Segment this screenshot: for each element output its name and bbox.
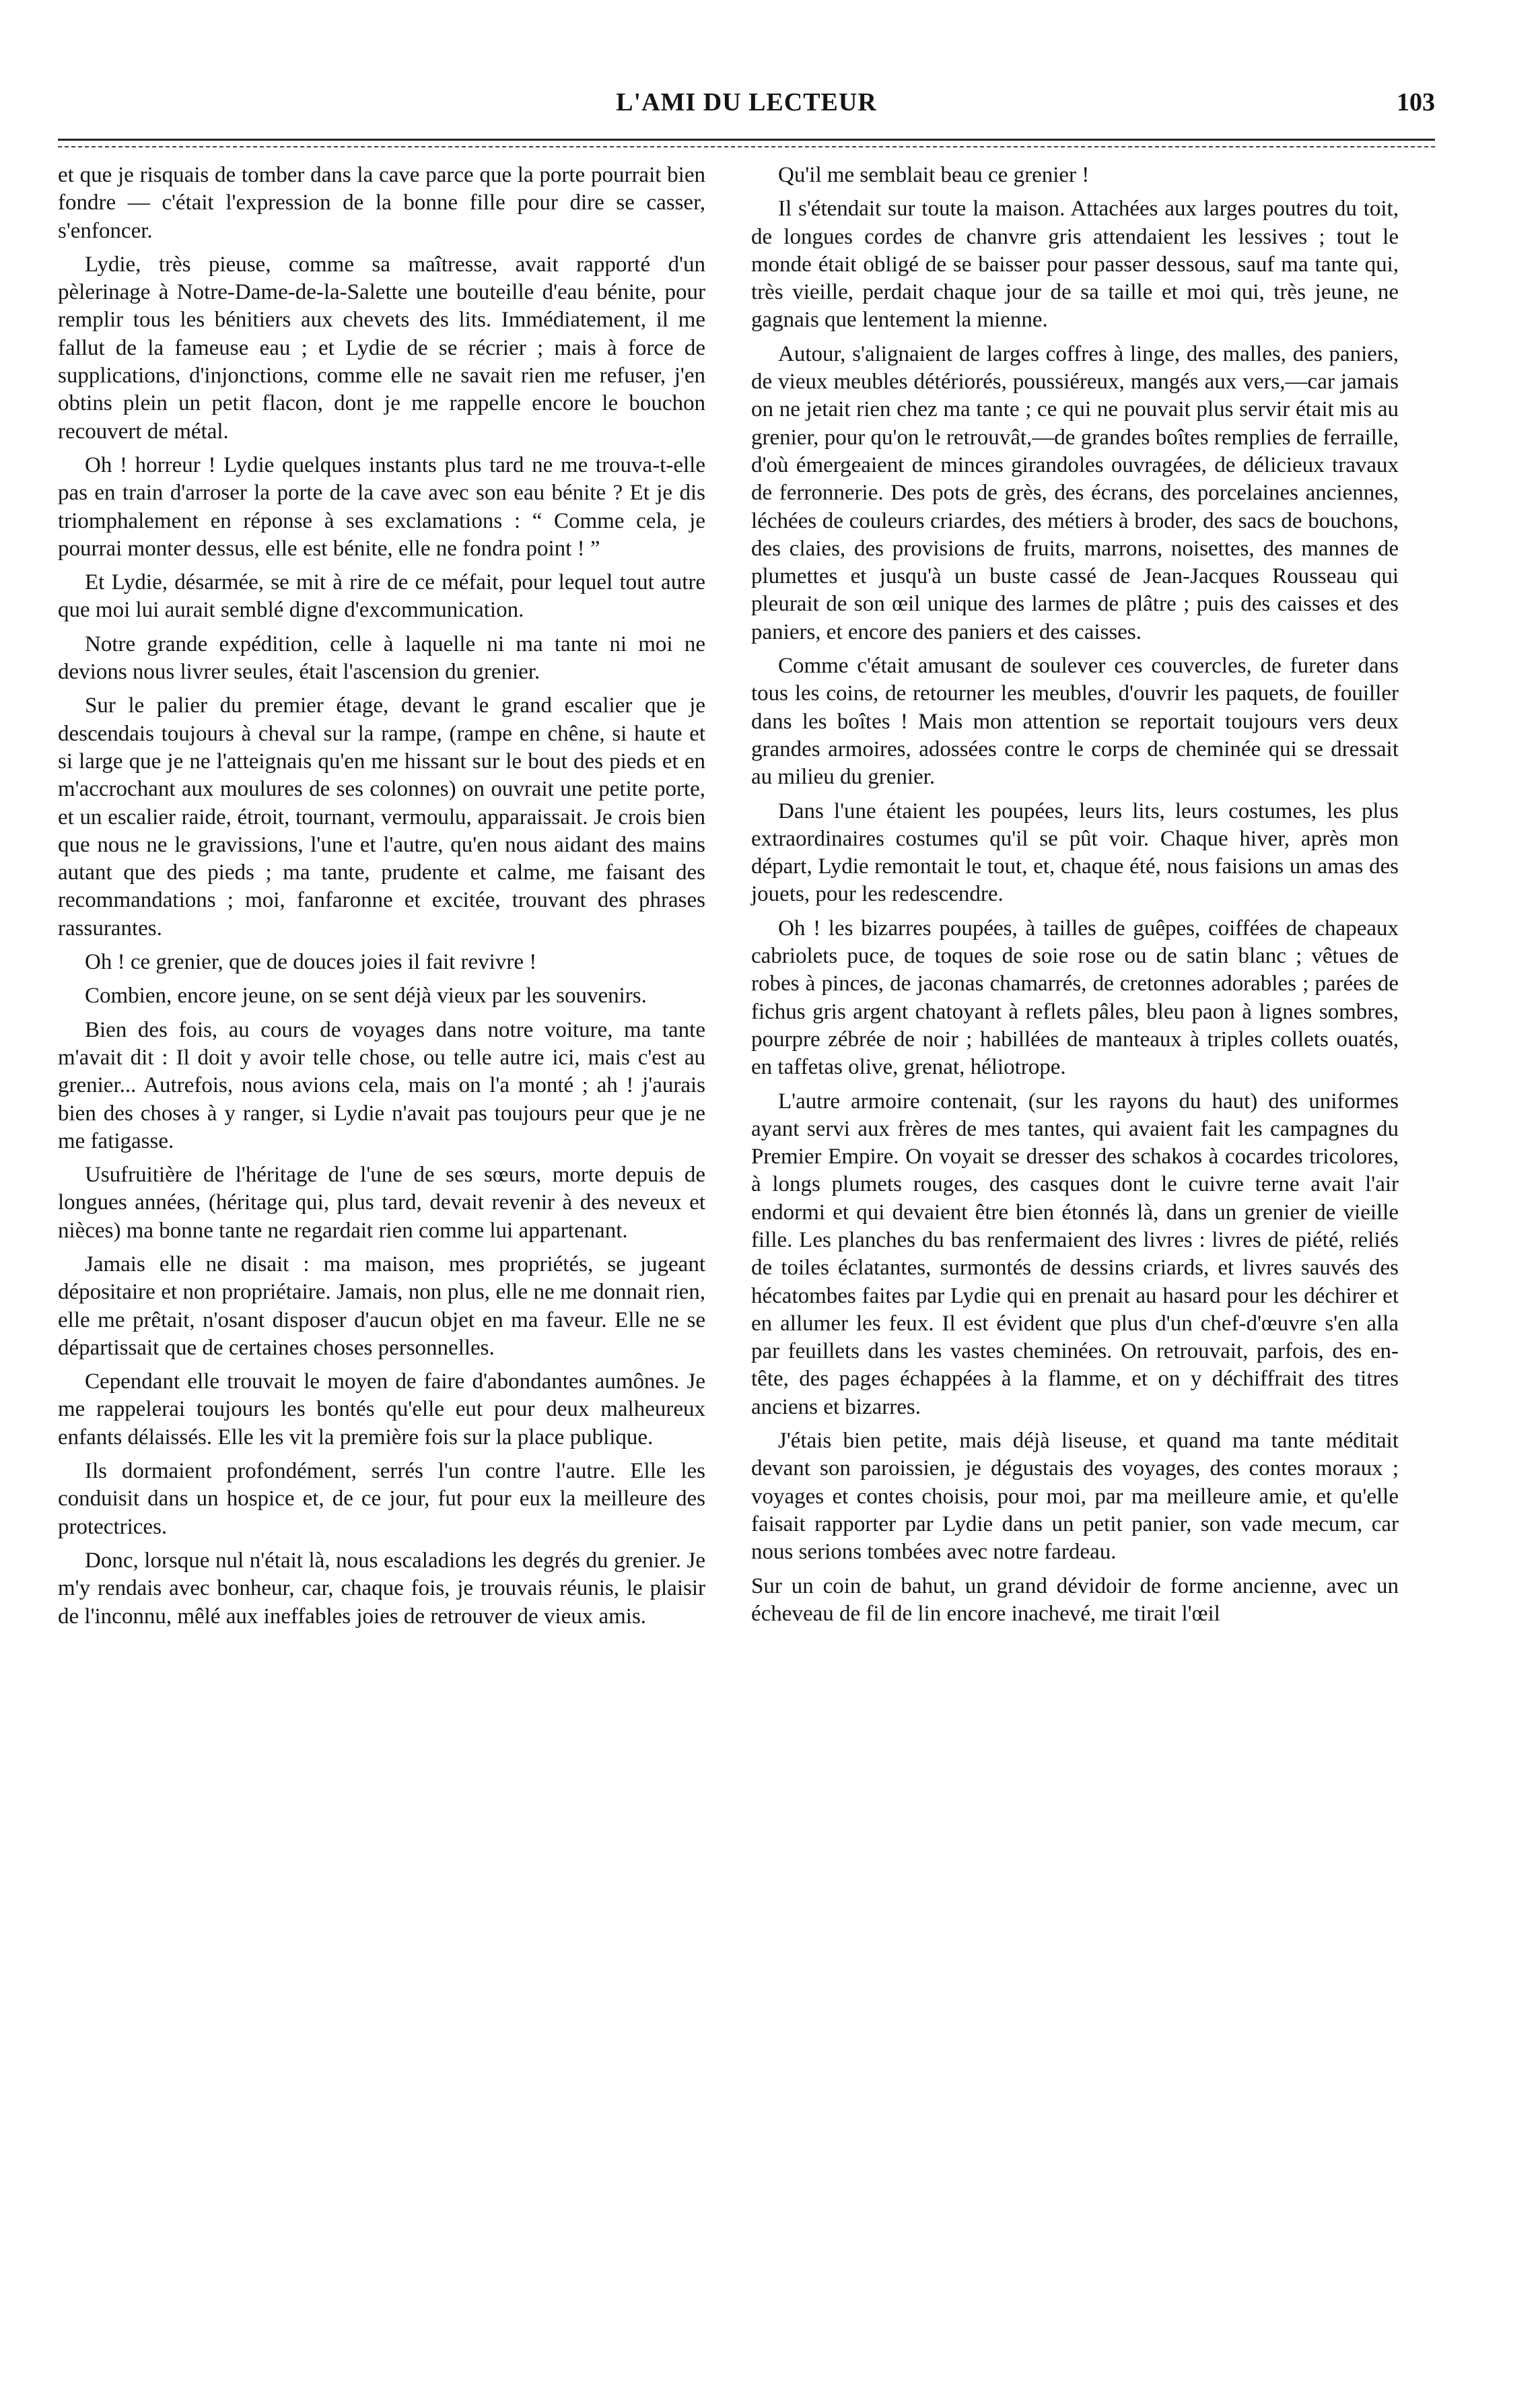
page-number: 103 xyxy=(1397,88,1435,116)
paragraph: J'étais bien petite, mais déjà liseuse, et quand ma tante méditait devant son paroissien, je dégustais des voyages, des contes moraux ; voyages et contes choisis, pour moi, par ma meilleure amie, et qu'elle faisait rapporter par Lydie dans un petit panier, son vade mecum, car nous serions tombées avec notre fardeau. xyxy=(751,1429,1399,1565)
right-column xyxy=(751,162,1399,1634)
paragraph: Usufruitière de l'héritage de l'une de ses sœurs, morte depuis de longues années, (héritage qui, plus tard, devait revenir à des neveux et nièces) ma bonne tante ne regardait rien comme lui appartenant. xyxy=(58,1163,705,1243)
paragraph: et que je risquais de tomber dans la cave parce que la porte pourrait bien fondre — c'était l'expression de la bonne fille pour dire se casser, s'enfoncer. xyxy=(58,163,705,243)
paragraph: Dans l'une étaient les poupées, leurs lits, leurs costumes, les plus extraordinaires costumes qu'il se pût voir. Chaque hiver, après mon départ, Lydie remontait le tout, et, chaque été, nous faisions un amas des jouets, pour les redescendre. xyxy=(751,798,1399,907)
header-rule xyxy=(58,139,1435,147)
paragraph: Donc, lorsque nul n'était là, nous escaladions les degrés du grenier. Je m'y rendais avec bonheur, car, chaque fois, je trouvais réunis, le plaisir de l'inconnu, mêlé aux ineffables joies de retrouver de vieux amis. xyxy=(58,1548,705,1629)
paragraph: Ils dormaient profondément, serrés l'un contre l'autre. Elle les conduisit dans un hospice et, de ce jour, fut pour eux la meilleure des protectrices. xyxy=(58,1459,705,1539)
paragraph: Comme c'était amusant de soulever ces couvercles, de fureter dans tous les coins, de retourner les meubles, d'ouvrir les paquets, de fouiller dans les boîtes ! Mais mon attention se reportait toujours vers deux grandes armoires, adossées contre le corps de cheminée qui se dressait au milieu du grenier. xyxy=(751,654,1399,790)
running-header xyxy=(58,88,1435,128)
running-title: L'AMI DU LECTEUR xyxy=(616,88,877,116)
paragraph: Bien des fois, au cours de voyages dans notre voiture, ma tante m'avait dit : Il doit y avoir telle chose, ou telle autre ici, mais c'est au grenier... Autrefois, nous avions cela, mais on l'a monté ; ah ! j'aurais bien des choses à y ranger, si Lydie n'avait pas toujours peur que je ne me fatigasse. xyxy=(58,1017,705,1153)
paragraph: Sur le palier du premier étage, devant le grand escalier que je descendais toujours à cheval sur la rampe, (rampe en chêne, si haute et si large que je ne l'atteignais qu'en me hissant sur le bout des pieds et en m'accrochant aux moulures de ses colonnes) on ouvrait une petite porte, et un escalier raide, étroit, tournant, vermoulu, apparaissait. Je crois bien que nous ne le gravissions, l'une et l'autre, qu'en nous aidant des mains autant que des pieds ; ma tante, prudente et calme, me faisant des recommandations ; moi, fanfaronne et excitée, trouvant des phrases rassurantes. xyxy=(58,693,705,941)
paragraph: Il s'étendait sur toute la maison. Attachées aux larges poutres du toit, de longues cordes de chanvre gris attendaient les lessives ; tout le monde était obligé de se baisser pour passer dessous, sauf ma tante qui, très vieille, perdait chaque jour de sa taille et moi qui, très jeune, ne gagnais que lentement la mienne. xyxy=(751,197,1399,333)
paragraph: L'autre armoire contenait, (sur les rayons du haut) des uniformes ayant servi aux frères de mes tantes, qui avaient fait les campagnes du Premier Empire. On voyait se dresser des schakos à cocardes tricolores, à longs plumets rouges, des casques dont le cuivre terne avait l'air endormi et qui devaient être bien étonnés là, dans un grenier de vieille fille. Les planches du bas renfermaient des livres : livres de piété, reliés de toiles éclatantes, surmontés de dessins criards, et livres sauvés des hécatombes faites par Lydie qui en prenait au hasard pour les déchirer et en allumer les feux. Il est évident que plus d'un chef-d'œuvre s'en alla par feuillets dans les vastes cheminées. On retrouvait, parfois, des en-tête, des pages échappées à la flamme, et on y déchiffrait des titres anciens et bizarres. xyxy=(751,1089,1399,1419)
paragraph: Qu'il me semblait beau ce grenier ! xyxy=(778,163,1090,187)
paragraph: Oh ! horreur ! Lydie quelques instants plus tard ne me trouva-t-elle pas en train d'arroser la porte de la cave avec son eau bénite ? Et je dis triomphalement en réponse à ses exclamations : “ Comme cela, je pourrai monter dessus, elle est bénite, elle ne fondra point ! ” xyxy=(58,452,705,561)
paragraph: Oh ! les bizarres poupées, à tailles de guêpes, coiffées de chapeaux cabriolets puce, de toques de soie rose ou de satin blanc ; vêtues de robes à pinces, de jaconas chamarrés, de cretonnes adorables ; parées de fichus gris argent chatoyant à reflets pâles, bleu paon à lignes sombres, pourpre zébrée de noir ; habillées de manteaux à triples collets ouatés, en taffetas olive, grenat, héliotrope. xyxy=(751,916,1399,1080)
paragraph: Autour, s'alignaient de larges coffres à linge, des malles, des paniers, de vieux meubles détériorés, poussiéreux, mangés aux vers,—car jamais on ne jetait rien chez ma tante ; ce qui ne pouvait plus servir était mis au grenier, pour qu'on le retrouvât,—de grandes boîtes remplies de ferraille, d'où émergeaient de minces girandoles ouvragées, de délicieux travaux de ferronnerie. Des pots de grès, des écrans, des porcelaines anciennes, léchées de couleurs criardes, des métiers à broder, des sacs de bouchons, des claies, des provisions de fruits, marrons, noisettes, des mannes de plumettes et jusqu'à un buste cassé de Jean-Jacques Rousseau qui pleurait de son œil unique des larmes de plâtre ; puis des caisses et des paniers, et encore des paniers et des caisses. xyxy=(751,341,1399,644)
left-column xyxy=(58,162,705,1637)
paragraph: Lydie, très pieuse, comme sa maîtresse, avait rapporté d'un pèlerinage à Notre-Dame-de-la-Salette une bouteille d'eau bénite, pour remplir tous les bénitiers aux chevets des lits. Immédiatement, il me fallut de la fameuse eau ; et Lydie de se récrier ; mais à force de supplications, d'injonctions, comme elle ne savait rien me refuser, j'en obtins plein un petit flacon, dont je me rappelle encore le bouchon recouvert de métal. xyxy=(58,252,705,444)
paragraph: Et Lydie, désarmée, se mit à rire de ce méfait, pour lequel tout autre que moi lui aurait semblé digne d'excommunication. xyxy=(58,570,705,623)
paragraph: Sur un coin de bahut, un grand dévidoir de forme ancienne, avec un écheveau de fil de lin encore inachevé, me tirait l'œil xyxy=(751,1573,1399,1626)
paragraph: Combien, encore jeune, on se sent déjà vieux par les souvenirs. xyxy=(85,984,647,1009)
paragraph: Cependant elle trouvait le moyen de faire d'abondantes aumônes. Je me rappelerai toujours les bontés qu'elle eut pour deux malheureux enfants délaissés. Elle les vit la première fois sur la place publique. xyxy=(58,1369,705,1450)
paragraph: Oh ! ce grenier, que de douces joies il fait revivre ! xyxy=(85,950,537,975)
paragraph: Notre grande expédition, celle à laquelle ni ma tante ni moi ne devions nous livrer seules, était l'ascension du grenier. xyxy=(58,632,705,685)
paragraph: Jamais elle ne disait : ma maison, mes propriétés, se jugeant dépositaire et non propriétaire. Jamais, non plus, elle ne me donnait rien, elle me prêtait, n'osant disposer d'aucun objet en ma faveur. Elle ne se départissait que de certaines choses personnelles. xyxy=(58,1252,705,1360)
page xyxy=(58,0,1435,2386)
